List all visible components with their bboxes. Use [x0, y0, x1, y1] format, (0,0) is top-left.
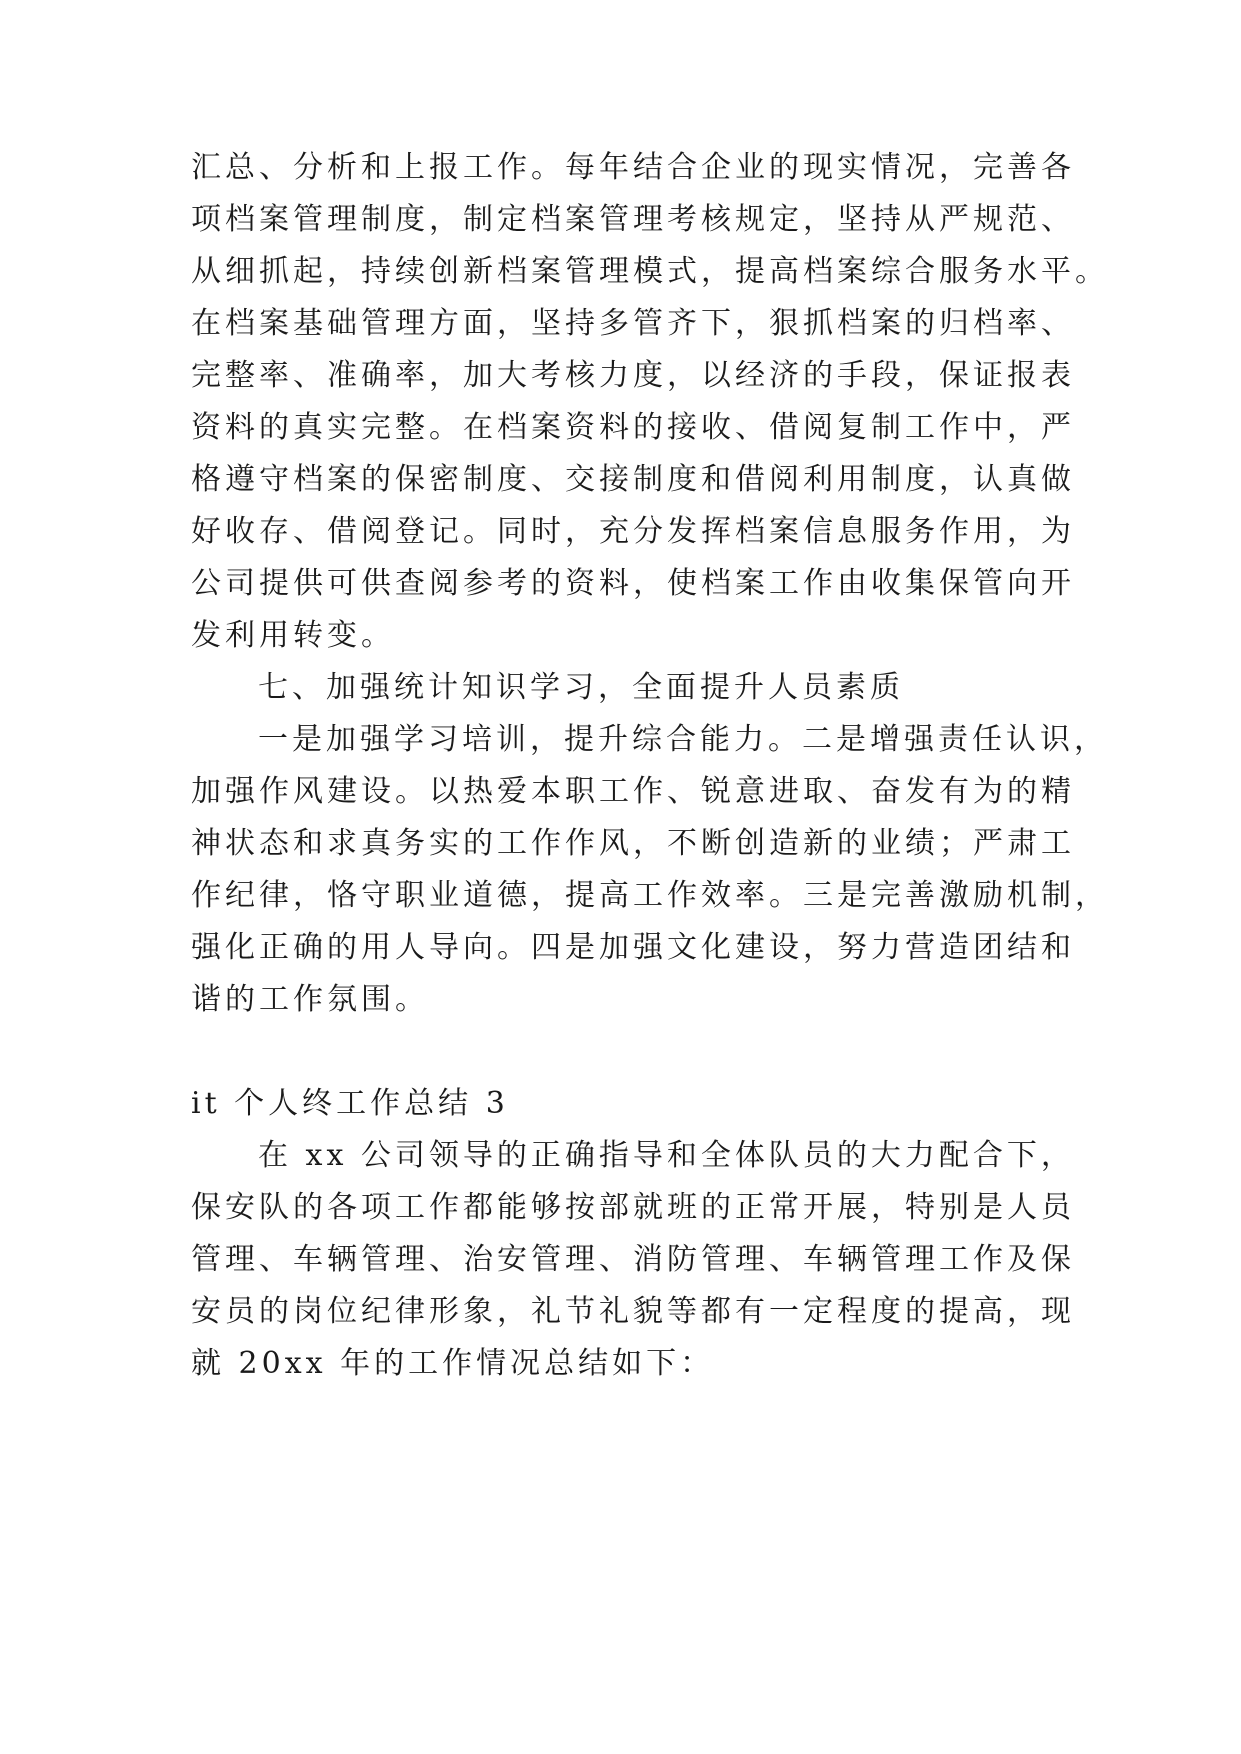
paragraph-line: 作纪律，恪守职业道德，提高工作效率。三是完善激励机制，	[191, 878, 1109, 913]
paragraph-line: 资料的真实完整。在档案资料的接收、借阅复制工作中，严	[191, 410, 1075, 445]
paragraph-line: 保安队的各项工作都能够按部就班的正常开展，特别是人员	[191, 1190, 1075, 1225]
paragraph-line: 加强作风建设。以热爱本职工作、锐意进取、奋发有为的精	[191, 774, 1075, 809]
paragraph-line: 神状态和求真务实的工作作风，不断创造新的业绩；严肃工	[191, 826, 1075, 861]
paragraph-line: 强化正确的用人导向。四是加强文化建设，努力营造团结和	[191, 930, 1075, 965]
paragraph-line: 格遵守档案的保密制度、交接制度和借阅利用制度，认真做	[191, 462, 1075, 497]
document-title: it 个人终工作总结 3	[191, 1086, 509, 1121]
paragraph-line: 在 xx 公司领导的正确指导和全体队员的大力配合下，	[258, 1138, 1075, 1173]
paragraph-line: 汇总、分析和上报工作。每年结合企业的现实情况，完善各	[191, 150, 1075, 185]
section-heading: 七、加强统计知识学习，全面提升人员素质	[258, 670, 904, 705]
paragraph-line: 发利用转变。	[191, 618, 395, 653]
paragraph-line: 项档案管理制度，制定档案管理考核规定，坚持从严规范、	[191, 202, 1075, 237]
paragraph-line: 从细抓起，持续创新档案管理模式，提高档案综合服务水平。	[191, 254, 1109, 289]
paragraph-line: 就 20xx 年的工作情况总结如下：	[191, 1346, 715, 1381]
paragraph-line: 好收存、借阅登记。同时，充分发挥档案信息服务作用，为	[191, 514, 1075, 549]
paragraph-line: 一是加强学习培训，提升综合能力。二是增强责任认识，	[258, 722, 1108, 757]
paragraph-line: 管理、车辆管理、治安管理、消防管理、车辆管理工作及保	[191, 1242, 1075, 1277]
paragraph-line: 谐的工作氛围。	[191, 982, 429, 1017]
paragraph-line: 安员的岗位纪律形象，礼节礼貌等都有一定程度的提高，现	[191, 1294, 1075, 1329]
paragraph-line: 完整率、准确率，加大考核力度，以经济的手段，保证报表	[191, 358, 1075, 393]
paragraph-line: 在档案基础管理方面，坚持多管齐下，狠抓档案的归档率、	[191, 306, 1075, 341]
paragraph-line: 公司提供可供查阅参考的资料，使档案工作由收集保管向开	[191, 566, 1075, 601]
